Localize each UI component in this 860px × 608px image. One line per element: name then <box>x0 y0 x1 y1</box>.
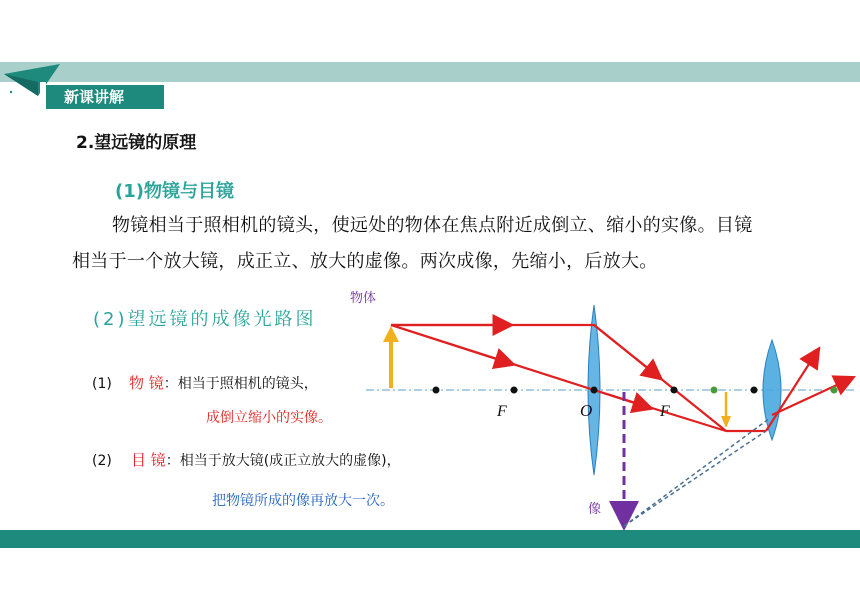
extension-line-2 <box>624 418 770 526</box>
object-arrow-head <box>383 326 399 342</box>
item-note-eyepiece: 把物镜所成的像再放大一次。 <box>212 493 394 509</box>
section-title: 2.望远镜的原理 <box>76 133 197 153</box>
item-desc: ：相当于放大镜(成正立放大的虚像)， <box>165 453 401 469</box>
focus-label-1: F <box>497 403 507 420</box>
item-name: 目 镜 <box>130 451 166 469</box>
eyepiece-focal-point <box>831 387 838 394</box>
paragraph-line-2: 相当于一个放大镜，成正立、放大的虚像。两次成像，先缩小，后放大。 <box>72 251 658 272</box>
focus-label-2: F <box>660 403 670 420</box>
object-label: 物体 <box>350 290 377 305</box>
item-name: 物 镜 <box>128 374 164 392</box>
lens-center-point <box>591 387 598 394</box>
focal-point <box>671 387 678 394</box>
extension-line-1 <box>624 431 766 526</box>
focal-point <box>751 387 758 394</box>
eyepiece-focal-point <box>711 387 718 394</box>
item-number: (1) <box>92 376 112 392</box>
footer-band <box>0 530 860 548</box>
image-label: 像 <box>588 501 602 516</box>
item-number: (2) <box>92 453 112 469</box>
paragraph-line-1: 物镜相当于照相机的镜头，使远处的物体在焦点附近成倒立、缩小的实像。目镜 <box>112 215 753 236</box>
focal-point <box>433 387 440 394</box>
item-desc: ：相当于照相机的镜头， <box>163 376 318 392</box>
focal-point <box>511 387 518 394</box>
subsection-title-1: (1)物镜与目镜 <box>115 181 234 202</box>
section-tag: 新课讲解 <box>46 85 164 109</box>
center-label: O <box>580 401 593 420</box>
item-note-objective: 成倒立缩小的实像。 <box>206 410 332 426</box>
subsection-title-2: (2)望远镜的成像光路图 <box>93 309 317 330</box>
eyepiece-lens <box>763 340 781 440</box>
